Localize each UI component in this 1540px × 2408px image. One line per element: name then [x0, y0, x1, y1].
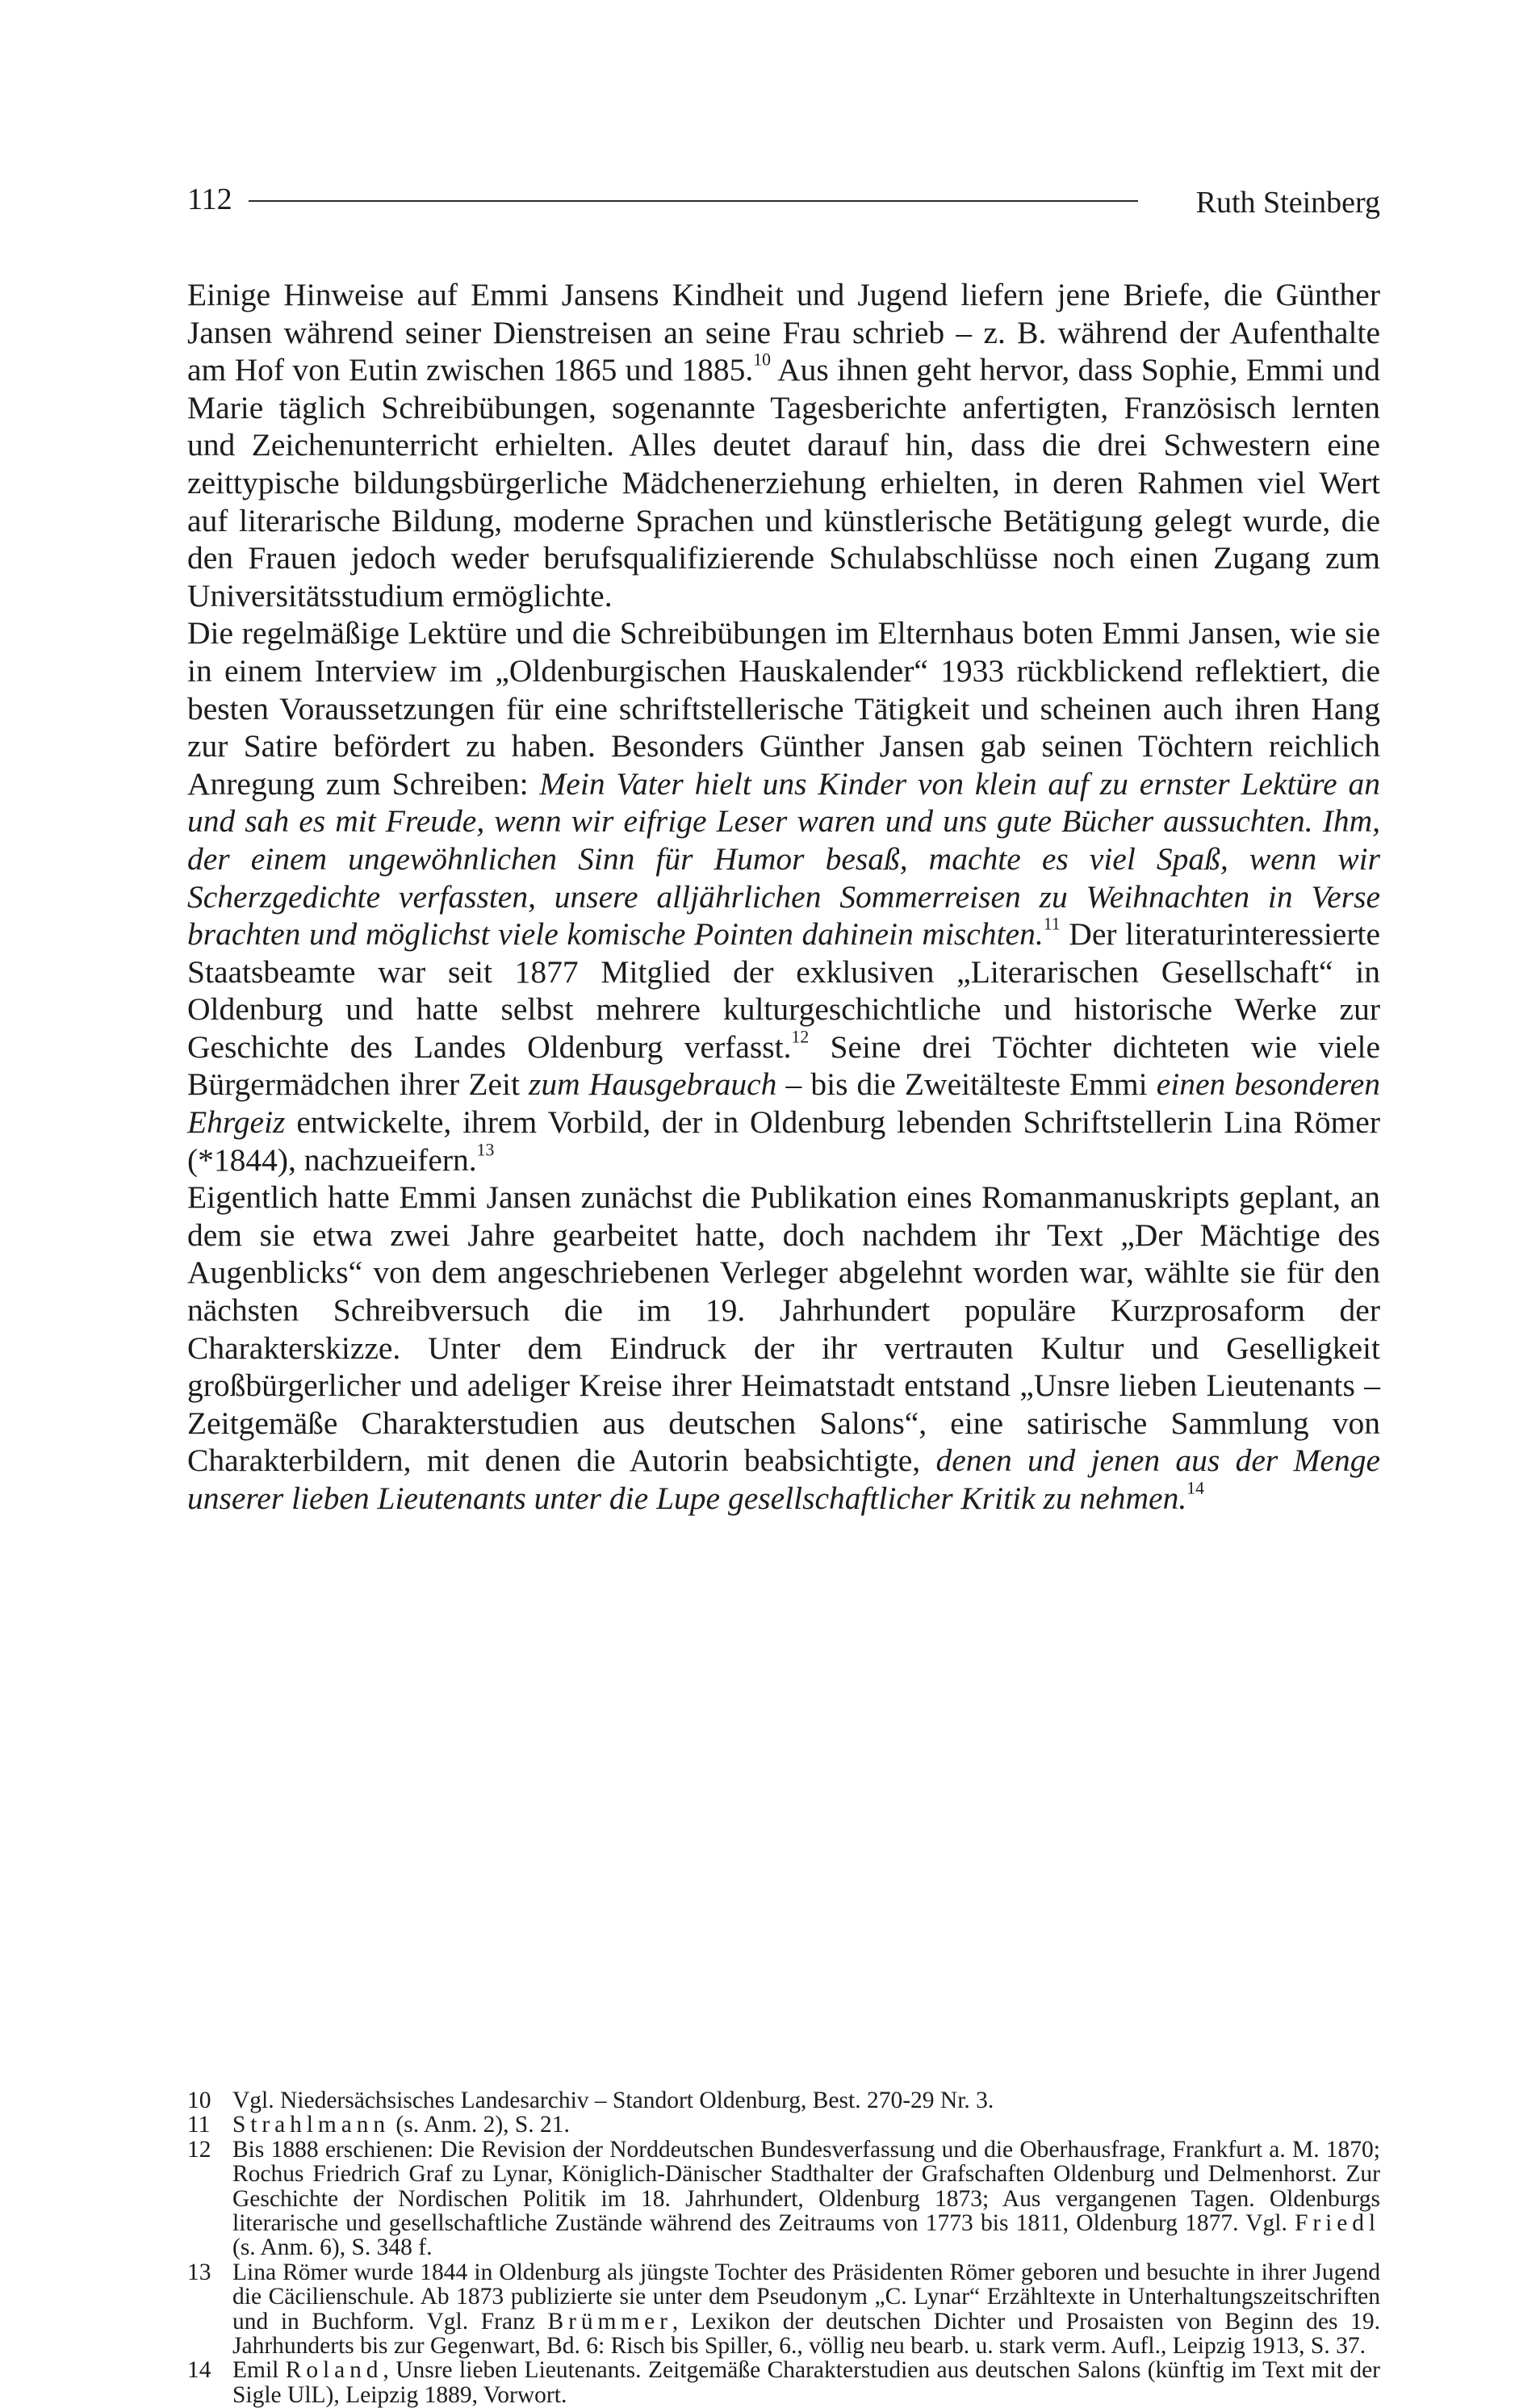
footnote-ref: 12 — [791, 1027, 810, 1047]
text-run: , Unsre lieben Lieutenants. Zeitgemäße Charakterstudien aus deutschen Salons (künftig im Text mit der Sigle UlL), Leipzig 1889, Vorwort. — [232, 2357, 1381, 2408]
italic-quote: zum Hausgebrauch — [529, 1066, 777, 1103]
text-run: entwickelte, ihrem Vorbild, der in Oldenburg lebenden Schriftstellerin Lina Römer (*1844), nachzueifern. — [187, 1104, 1380, 1178]
page-number: 112 — [187, 182, 232, 216]
text-run: (s. Anm. 6), S. 348 f. — [232, 2234, 433, 2261]
text-run: – bis die Zweitälteste Emmi — [776, 1066, 1157, 1103]
text-run: , Lexikon der deutschen Dichter und Prosaisten von Beginn des 19. Jahrhunderts bis zur Gegenwart, Bd. 6: Risch bis Spiller, 6., völlig neu bearb. u. stark verm. Aufl., Leipzig 1913, S. 37. — [232, 2308, 1380, 2360]
footnote-ref: 11 — [1043, 914, 1061, 934]
body-text — [187, 276, 1380, 1518]
text-run: Bis 1888 erschienen: Die Revision der Norddeutschen Bundesverfassung und die Oberhausfrage, Frankfurt a. M. 1870; Rochus Friedrich Graf zu Lynar, Königlich-Dänischer Stadthalter der Grafschaften Oldenburg und Delmenhorst. Zur Geschichte der Nordischen Politik im 18. Jahrhundert, Oldenburg 1873; Aus vergangenen Tagen. Oldenburgs literarische und gesellschaftliche Zustände während des Zeitraums von 1773 bis 1811, Oldenburg 1877. Vgl. — [232, 2136, 1380, 2237]
text-run: Einige Hinweise auf Emmi Jansens Kindheit und Jugend liefern jene Briefe, die Günther Jansen während seiner Dienstreisen an seine Frau schrieb – z. B. während der Aufenthalte am Hof von Eutin zwischen 1865 und 1885. — [187, 277, 1380, 388]
text-run: Eigentlich hatte Emmi Jansen zunächst die Publikation eines Romanmanuskripts geplant, an dem sie etwa zwei Jahre gearbeitet hatte, doch nachdem ihr Text „Der Mächtige des Augenblicks“ von dem angeschriebenen Verleger abgelehnt worden war, wählte sie für den nächsten Schreibversuch die im 19. Jahrhundert populäre Kurzprosaform der Charakterskizze. Unter dem Eindruck der ihr vertrauten Kultur und Geselligkeit großbürgerlicher und adeliger Kreise ihrer Heimatstadt entstand „Unsre lieben Lieutenants – Zeitgemäße Charakterstudien aus deutschen Salons“, eine satirische Sammlung von Charakterbildern, mit denen die Autorin beabsichtigte, — [187, 1179, 1380, 1479]
paragraph — [187, 614, 1380, 1179]
text-run: Die regelmäßige Lektüre und die Schreibübungen im Elternhaus boten Emmi Jansen, wie sie in einem Interview im „Oldenburgischen Hauskalender“ 1933 rückblickend reflektiert, die besten Voraussetzungen für eine schriftstellerische Tätigkeit und scheinen auch ihren Hang zur Satire befördert zu haben. Besonders Günther Jansen gab seinen Töchtern reichlich Anregung zum Schreiben: — [187, 615, 1380, 802]
footnote — [187, 2088, 1380, 2113]
paragraph — [187, 276, 1380, 614]
text-run: Vgl. Niedersächsisches Landesarchiv – Standort Oldenburg, Best. 270-29 Nr. 3. — [232, 2088, 994, 2113]
text-run: Emil — [232, 2357, 286, 2384]
text-run: (s. Anm. 2), S. 21. — [390, 2112, 570, 2138]
text-run: Aus ihnen geht hervor, dass Sophie, Emmi und Marie täglich Schreibübungen, sogenannte Tagesberichte anfertigten, Französisch lernten und Zeichenunterricht erhielten. Alles deutet darauf hin, dass die drei Schwestern eine zeittypische bildungsbürgerliche Mädchenerziehung erhielten, in deren Rahmen viel Wert auf literarische Bildung, moderne Sprachen und künstlerische Betätigung gelegt wurde, die den Frauen jedoch weder berufsqualifizierende Schulabschlüsse noch einen Zugang zum Universitätsstudium ermöglichte. — [187, 352, 1380, 614]
running-head-author: Ruth Steinberg — [1195, 186, 1380, 220]
footnote-ref: 10 — [753, 350, 771, 370]
running-head — [187, 179, 1380, 220]
footnote-number: 11 — [187, 2112, 211, 2138]
text-run: Der literaturinteressierte Staatsbeamte war seit 1877 Mitglied der exklusiven „Literarischen Gesellschaft“ in Oldenburg und hatte selbst mehrere kulturgeschichtliche und historische Werke zur Geschichte des Landes Oldenburg verfasst. — [187, 916, 1380, 1065]
header-rule — [249, 200, 1138, 202]
spaced-author-name: Strahlmann — [232, 2112, 391, 2138]
paragraph — [187, 1179, 1380, 1517]
footnote — [187, 2113, 1380, 2137]
footnote-ref: 13 — [476, 1140, 495, 1160]
footnote-number: 13 — [187, 2259, 211, 2285]
footnotes — [187, 2088, 1380, 2407]
text-run: Lina Römer wurde 1844 in Oldenburg als jüngste Tochter des Präsidenten Römer geboren und besuchte in ihrer Jugend die Cäcilienschule. Ab 1873 publizierte sie unter dem Pseudonym „C. Lynar“ Erzähltexte in Unterhaltungszeitschriften und in Buchform. Vgl. Franz — [232, 2259, 1380, 2335]
italic-quote: einen besonderen Ehrgeiz — [187, 1066, 1380, 1141]
footnote-number: 14 — [187, 2357, 211, 2384]
italic-quote: Mein Vater hielt uns Kinder von klein auf zu ernster Lektüre an und sah es mit Freude, wenn wir eifrige Leser waren und uns gute Bücher aussuchten. Ihm, der einem ungewöhnlichen Sinn für Humor besaß, machte es viel Spaß, wenn wir Scherzgedichte verfassten, unsere alljährlichen Sommerreisen zu Weihnachten in Verse brachten und möglichst viele komische Pointen dahinein mischten. — [187, 765, 1380, 953]
spaced-author-name: Roland — [285, 2357, 383, 2384]
footnote-number: 10 — [187, 2088, 211, 2113]
spaced-author-name: Brümmer — [547, 2308, 672, 2335]
spaced-author-name: Friedl — [1295, 2210, 1380, 2237]
footnote — [187, 2138, 1380, 2260]
footnote — [187, 2358, 1380, 2407]
footnote-ref: 14 — [1186, 1478, 1204, 1498]
text-run: Seine drei Töchter dichteten wie viele Bürgermädchen ihrer Zeit — [187, 1028, 1380, 1103]
footnote-number: 12 — [187, 2136, 211, 2163]
italic-quote: denen und jenen aus der Menge unserer lieben Lieutenants unter die Lupe gesellschaftlicher Kritik zu nehmen. — [187, 1443, 1380, 1516]
footnote — [187, 2260, 1380, 2359]
